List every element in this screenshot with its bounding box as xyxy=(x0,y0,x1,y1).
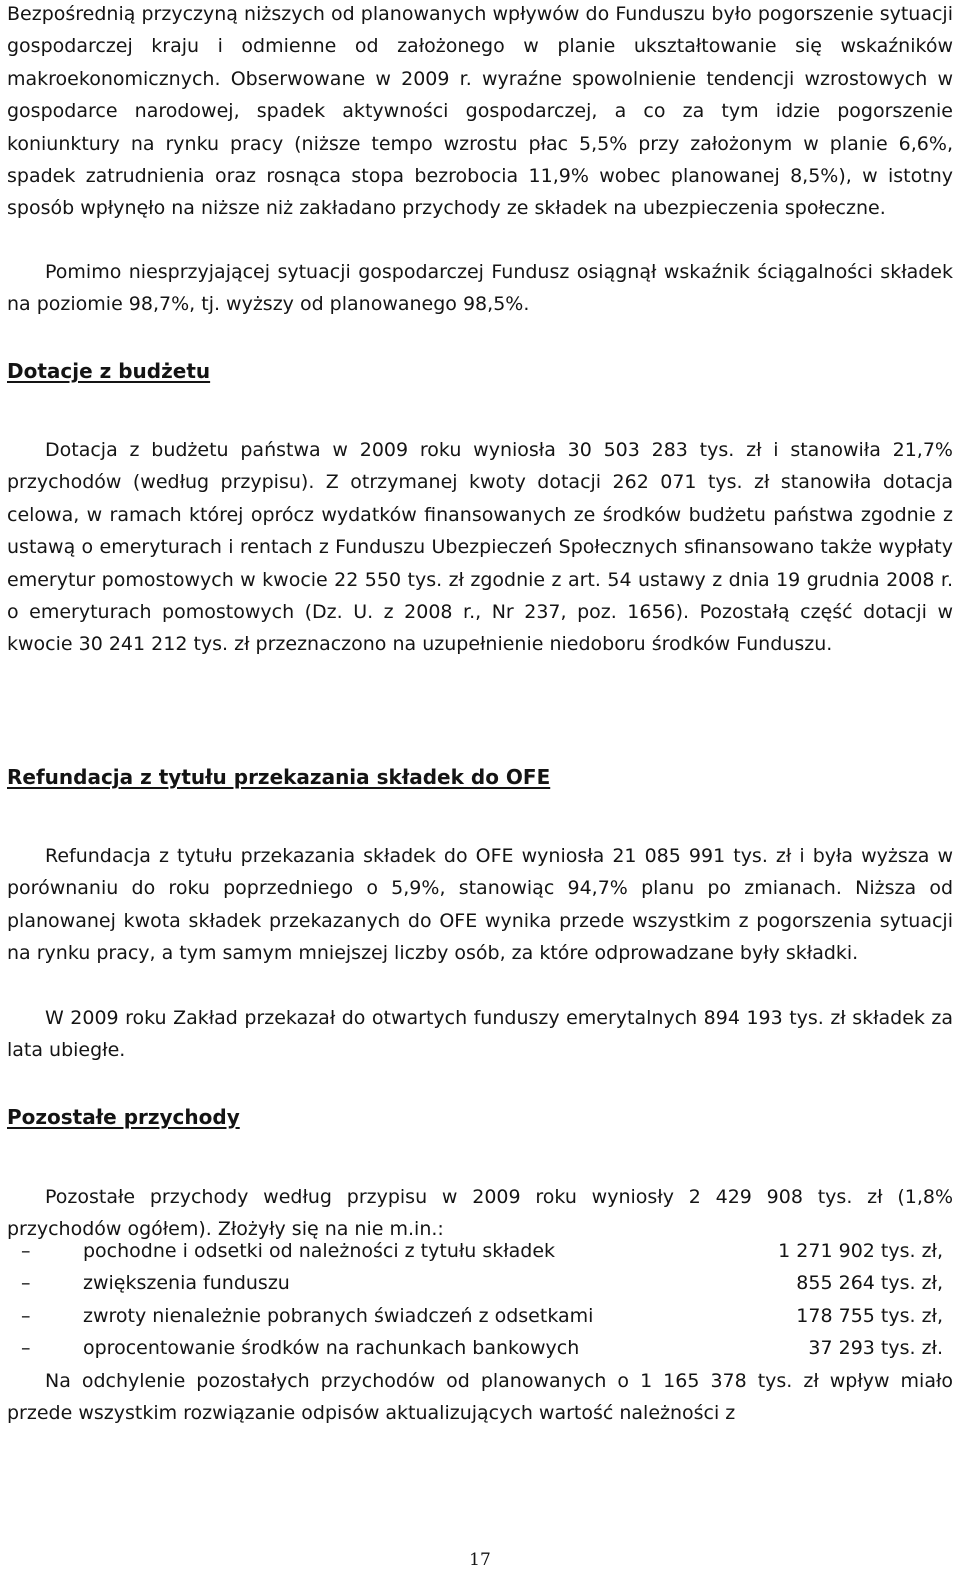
list-item-amount: 1 271 902 tys. zł, xyxy=(778,1240,943,1262)
intro-paragraph-2: Pomimo niesprzyjającej sytuacji gospodarczej Fundusz osiągnął wskaźnik ściągalności składek na poziomie 98,7%, tj. wyższy od planowanego 98,5%. xyxy=(7,261,953,316)
list-item xyxy=(7,1235,953,1267)
heading-refundacja: Refundacja z tytułu przekazania składek do OFE xyxy=(7,765,551,789)
list-dash: – xyxy=(21,1272,31,1295)
list-item xyxy=(7,1267,953,1299)
page-number: 17 xyxy=(469,1550,491,1570)
list-item-label: oprocentowanie środków na rachunkach bankowych xyxy=(83,1337,580,1360)
list-item xyxy=(7,1332,953,1364)
heading-dotacje: Dotacje z budżetu xyxy=(7,359,211,383)
refundacja-paragraph: Refundacja z tytułu przekazania składek do OFE wyniosła 21 085 991 tys. zł i była wyższa w porównaniu do roku poprzedniego o 5,9%, stanowiąc 94,7% planu po zmianach. Niższa od planowanej kwota składek przekazanych do OFE wynika przede wszystkim z pogorszenia sytuacji na rynku pracy, a tym samym mniejszej liczby osób, za które odprowadzane były składki. xyxy=(7,845,953,965)
pozostale-after-paragraph: Na odchylenie pozostałych przychodów od planowanych o 1 165 378 tys. zł wpływ miało przede wszystkim rozwiązanie odpisów aktualizujących wartość należności z xyxy=(7,1370,953,1425)
list-dash: – xyxy=(21,1240,31,1262)
revenue-list xyxy=(7,1235,953,1365)
list-dash: – xyxy=(21,1304,31,1327)
heading-pozostale: Pozostałe przychody xyxy=(7,1105,240,1129)
list-item xyxy=(7,1300,953,1332)
list-item-label: zwroty nienależnie pobranych świadczeń z odsetkami xyxy=(83,1304,594,1327)
list-dash: – xyxy=(21,1337,31,1360)
intro-paragraph: Bezpośrednią przyczyną niższych od planowanych wpływów do Funduszu było pogorszenie sytuacji gospodarczej kraju i odmienne od założonego w planie ukształtowanie się wskaźników makroekonomicznych. Obserwowane w 2009 r. wyraźne spowolnienie tendencji wzrostowych w gospodarce narodowej, spadek aktywności gospodarczej, a co za tym idzie pogorszenie koniunktury na rynku pracy (niższe tempo wzrostu płac 5,5% przy założonym w planie 6,6%, spadek zatrudnienia oraz rosnąca stopa bezrobocia 11,9% wobec planowanej 8,5%), w istotny sposób wpłynęło na niższe niż zakładano przychody ze składek na ubezpieczenia społeczne. xyxy=(7,3,953,220)
list-item-label: pochodne i odsetki od należności z tytułu składek xyxy=(83,1240,556,1262)
refundacja-paragraph-2: W 2009 roku Zakład przekazał do otwartych funduszy emerytalnych 894 193 tys. zł składek za lata ubiegłe. xyxy=(7,1007,953,1062)
dotacje-paragraph: Dotacja z budżetu państwa w 2009 roku wyniosła 30 503 283 tys. zł i stanowiła 21,7% przychodów (według przypisu). Z otrzymanej kwoty dotacji 262 071 tys. zł stanowiła dotacja celowa, w ramach której oprócz wydatków finansowanych ze środków budżetu państwa zgodnie z ustawą o emeryturach i rentach z Funduszu Ubezpieczeń Społecznych sfinansowano także wypłaty emerytur pomostowych w kwocie 22 550 tys. zł zgodnie z art. 54 ustawy z dnia 19 grudnia 2008 r. o emeryturach pomostowych (Dz. U. z 2008 r., Nr 237, poz. 1656). Pozostałą część dotacji w kwocie 30 241 212 tys. zł przeznaczono na uzupełnienie niedoboru środków Funduszu. xyxy=(7,439,953,656)
pozostale-paragraph: Pozostałe przychody według przypisu w 2009 roku wyniosły 2 429 908 tys. zł (1,8% przychodów ogółem). Złożyły się na nie m.in.: xyxy=(7,1186,953,1241)
list-item-amount: 37 293 tys. zł. xyxy=(808,1337,943,1360)
list-item-label: zwiększenia funduszu xyxy=(83,1272,290,1295)
list-item-amount: 178 755 tys. zł, xyxy=(796,1304,943,1327)
list-item-amount: 855 264 tys. zł, xyxy=(796,1272,943,1295)
